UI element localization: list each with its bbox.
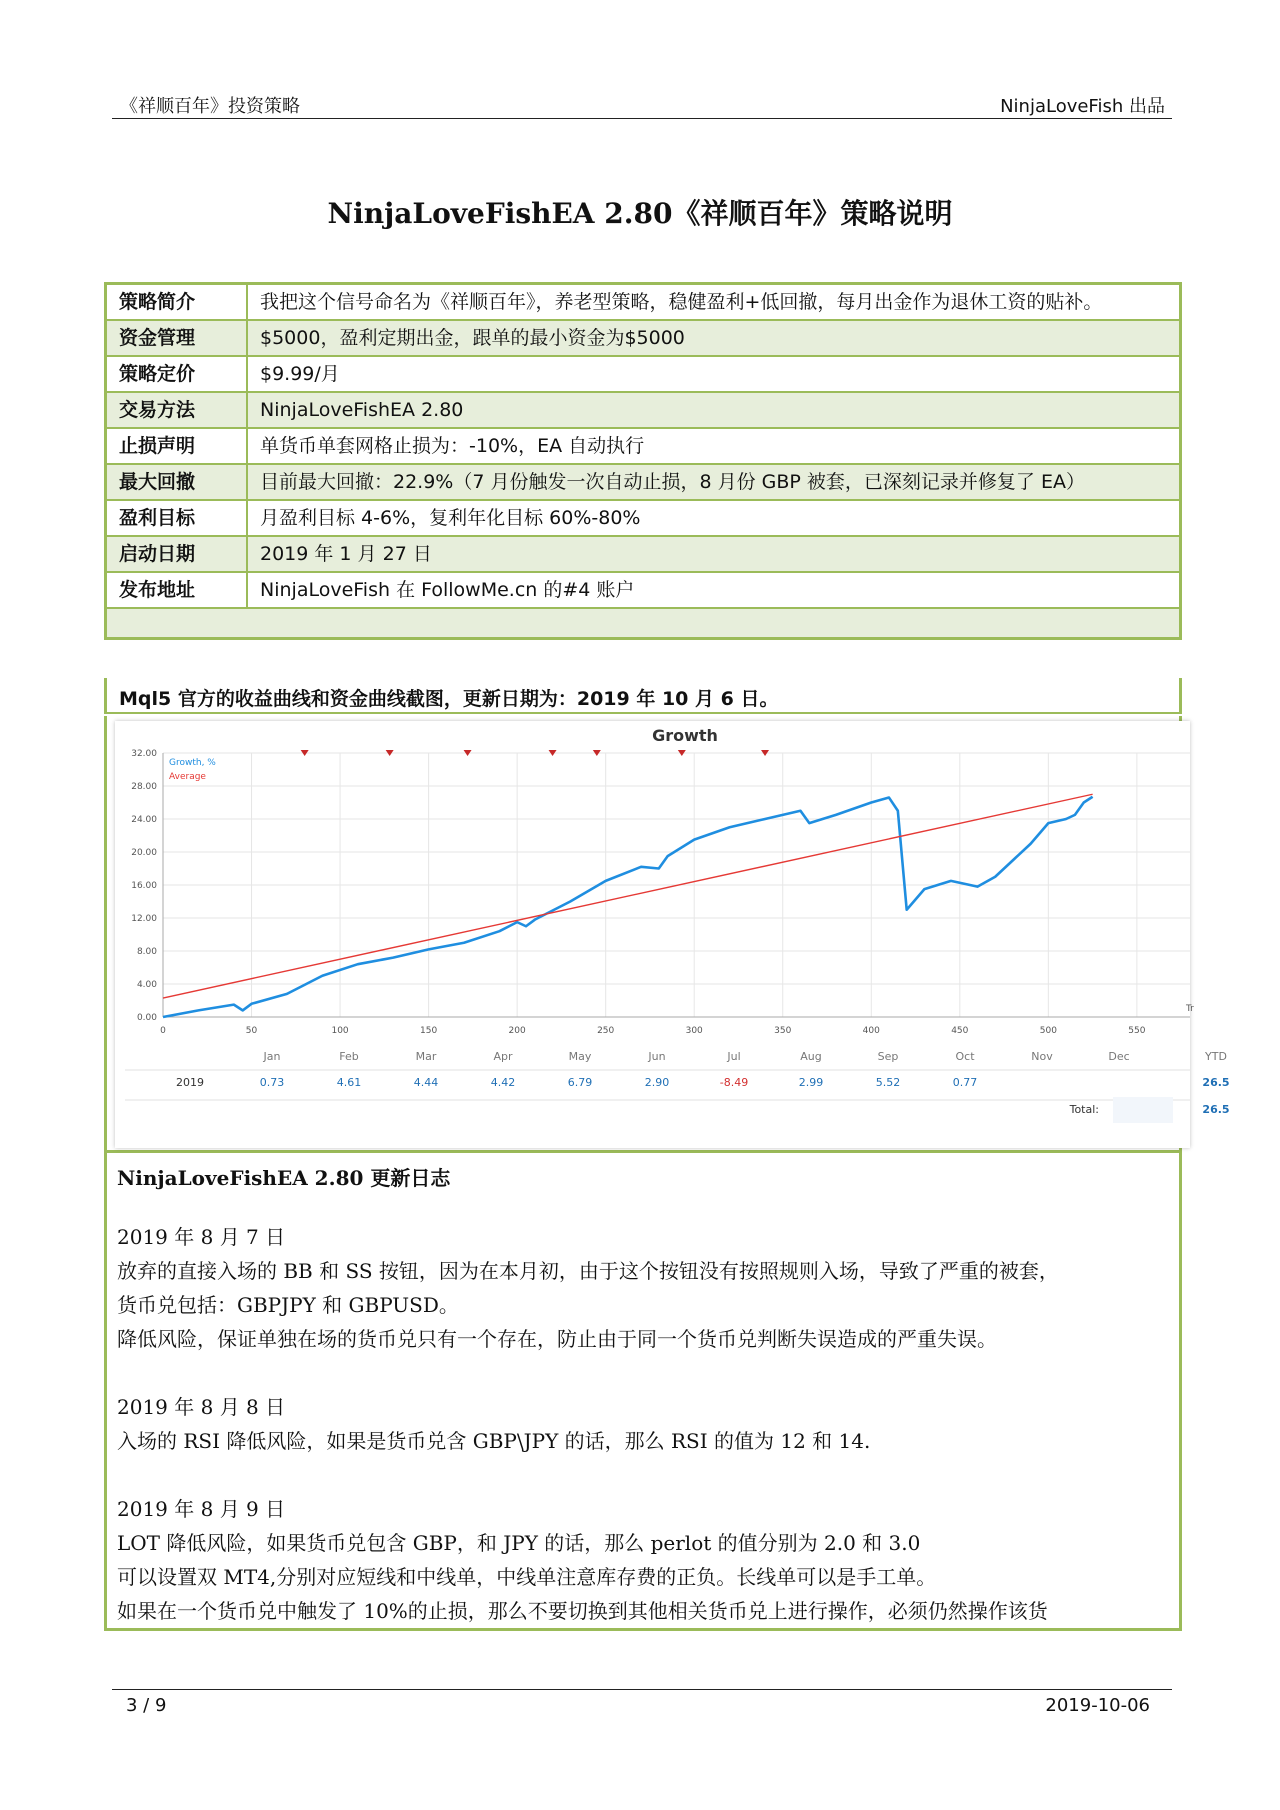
info-row <box>106 356 1181 392</box>
x-tick-label: 100 <box>331 1026 349 1036</box>
info-label: 发布地址 <box>106 572 248 608</box>
month-value: 6.79 <box>567 1076 593 1089</box>
x-tick-label: 200 <box>508 1026 526 1036</box>
chart-caption: Mql5 官方的收益曲线和资金曲线截图，更新日期为：2019 年 10 月 6 日。 <box>104 678 1182 714</box>
month-value: -8.49 <box>719 1076 749 1089</box>
info-row <box>106 536 1181 572</box>
info-value: 月盈利目标 4-6%，复利年化目标 60%-80% <box>247 500 1181 536</box>
x-tick-label: 0 <box>160 1026 166 1036</box>
total-cell-bg <box>1113 1097 1173 1123</box>
info-label: 交易方法 <box>106 392 248 428</box>
month-value: 4.61 <box>336 1076 362 1089</box>
month-header: Mar <box>415 1050 437 1063</box>
month-header: Sep <box>877 1050 899 1063</box>
y-tick-label: 4.00 <box>136 980 157 990</box>
month-header: Nov <box>1031 1050 1053 1063</box>
x-tick-label: 250 <box>597 1026 615 1036</box>
strategy-info-table <box>104 282 1182 640</box>
month-value: 2.99 <box>798 1076 824 1089</box>
month-value: 26.5 <box>1202 1076 1230 1089</box>
info-label: 止损声明 <box>106 428 248 464</box>
growth-chart <box>115 721 1230 1148</box>
chart-title: Growth <box>652 726 718 745</box>
month-header: YTD <box>1205 1050 1227 1063</box>
month-header: Jan <box>263 1050 281 1063</box>
info-value: 2019 年 1 月 27 日 <box>247 536 1181 572</box>
header-publisher: NinjaLoveFish 出品 <box>1000 96 1165 117</box>
info-value: NinjaLoveFishEA 2.80 <box>247 392 1181 428</box>
footer-date: 2019-10-06 <box>1045 1695 1150 1716</box>
info-value: 我把这个信号命名为《祥顺百年》，养老型策略，稳健盈利+低回撤，每月出金作为退休工资的贴补。 <box>247 284 1181 321</box>
x-tick-label: 500 <box>1039 1026 1057 1036</box>
page-title: NinjaLoveFishEA 2.80《祥顺百年》策略说明 <box>327 197 953 230</box>
info-value: NinjaLoveFish 在 FollowMe.cn 的#4 账户 <box>247 572 1181 608</box>
log-line: 可以设置双 MT4,分别对应短线和中线单，中线单注意库存费的正负。长线单可以是手工单。 <box>117 1565 937 1589</box>
info-value: 单货币单套网格止损为：-10%，EA 自动执行 <box>247 428 1181 464</box>
spacer-row <box>106 608 1181 639</box>
y-tick-label: 0.00 <box>136 1013 157 1023</box>
x-tick-label: 150 <box>420 1026 438 1036</box>
info-label: 策略定价 <box>106 356 248 392</box>
info-row <box>106 392 1181 428</box>
month-header: Oct <box>955 1050 975 1063</box>
log-line: 货币兑包括：GBPJPY 和 GBPUSD。 <box>117 1293 459 1317</box>
y-tick-label: 24.00 <box>131 815 157 825</box>
log-line: LOT 降低风险，如果货币兑包含 GBP，和 JPY 的话，那么 perlot 的值分别为 2.0 和 3.0 <box>117 1531 921 1555</box>
x-tick-label: 400 <box>862 1026 880 1036</box>
info-row <box>106 500 1181 536</box>
x-tick-label: 50 <box>245 1026 258 1036</box>
month-header: Jul <box>727 1050 741 1063</box>
month-value: 2.90 <box>644 1076 670 1089</box>
y-tick-label: 16.00 <box>131 881 157 891</box>
x-tick-label: 550 <box>1128 1026 1146 1036</box>
month-value: 4.44 <box>413 1076 439 1089</box>
y-tick-label: 20.00 <box>131 848 157 858</box>
month-value: 4.42 <box>490 1076 516 1089</box>
total-label: Total: <box>1069 1103 1099 1116</box>
info-label: 策略简介 <box>106 284 248 321</box>
update-log-heading: NinjaLoveFishEA 2.80 更新日志 <box>117 1166 451 1190</box>
x-tick-label: 300 <box>685 1026 703 1036</box>
x-tick-label: 450 <box>951 1026 969 1036</box>
info-label: 资金管理 <box>106 320 248 356</box>
header-doc-title: 《祥顺百年》投资策略 <box>120 96 300 117</box>
month-header: Apr <box>493 1050 513 1063</box>
spacer-cell <box>106 608 1181 639</box>
info-label: 盈利目标 <box>106 500 248 536</box>
month-value: 0.73 <box>259 1076 285 1089</box>
month-header: Feb <box>339 1050 359 1063</box>
legend-average: Average <box>169 772 206 782</box>
log-line: 2019 年 8 月 7 日 <box>117 1225 286 1249</box>
month-value: 0.77 <box>952 1076 978 1089</box>
log-line: 放弃的直接入场的 BB 和 SS 按钮，因为在本月初，由于这个按钮没有按照规则入场，导致了严重的被套， <box>117 1259 1059 1283</box>
x-tick-label: 350 <box>774 1026 792 1036</box>
y-tick-label: 8.00 <box>136 947 157 957</box>
info-row <box>106 572 1181 608</box>
y-tick-label: 28.00 <box>131 782 157 792</box>
info-row <box>106 464 1181 500</box>
info-row <box>106 428 1181 464</box>
log-line: 2019 年 8 月 8 日 <box>117 1395 286 1419</box>
average-series-line <box>163 794 1093 998</box>
log-line: 入场的 RSI 降低风险，如果是货币兑含 GBP\JPY 的话，那么 RSI 的值为 12 和 14. <box>117 1429 871 1453</box>
x-axis-label: Tr <box>1186 1004 1194 1014</box>
footer-divider <box>112 1689 1172 1690</box>
info-row <box>106 320 1181 356</box>
month-value: 5.52 <box>875 1076 901 1089</box>
info-value: $9.99/月 <box>247 356 1181 392</box>
log-line: 降低风险，保证单独在场的货币兑只有一个存在，防止由于同一个货币兑判断失误造成的严重失误。 <box>117 1327 997 1351</box>
info-row <box>106 284 1181 321</box>
legend-growth: Growth, % <box>169 758 216 768</box>
y-tick-label: 32.00 <box>131 749 157 759</box>
y-tick-label: 12.00 <box>131 914 157 924</box>
month-header: Jun <box>648 1050 666 1063</box>
header-divider <box>112 118 1172 119</box>
month-header: Dec <box>1108 1050 1130 1063</box>
total-value: 26.5 <box>1202 1103 1230 1116</box>
info-value: 目前最大回撤：22.9%（7 月份触发一次自动止损，8 月份 GBP 被套，已深刻记录并修复了 EA） <box>247 464 1181 500</box>
month-header: May <box>568 1050 592 1063</box>
page-number: 3 / 9 <box>126 1695 167 1716</box>
info-label: 最大回撤 <box>106 464 248 500</box>
month-header: Aug <box>800 1050 822 1063</box>
info-label: 启动日期 <box>106 536 248 572</box>
log-line: 2019 年 8 月 9 日 <box>117 1497 286 1521</box>
info-value: $5000，盈利定期出金，跟单的最小资金为$5000 <box>247 320 1181 356</box>
log-line: 如果在一个货币兑中触发了 10%的止损，那么不要切换到其他相关货币兑上进行操作，必须仍然操作该货 <box>117 1599 1048 1623</box>
growth-chart-panel <box>115 721 1230 1148</box>
table-year: 2019 <box>176 1076 204 1089</box>
